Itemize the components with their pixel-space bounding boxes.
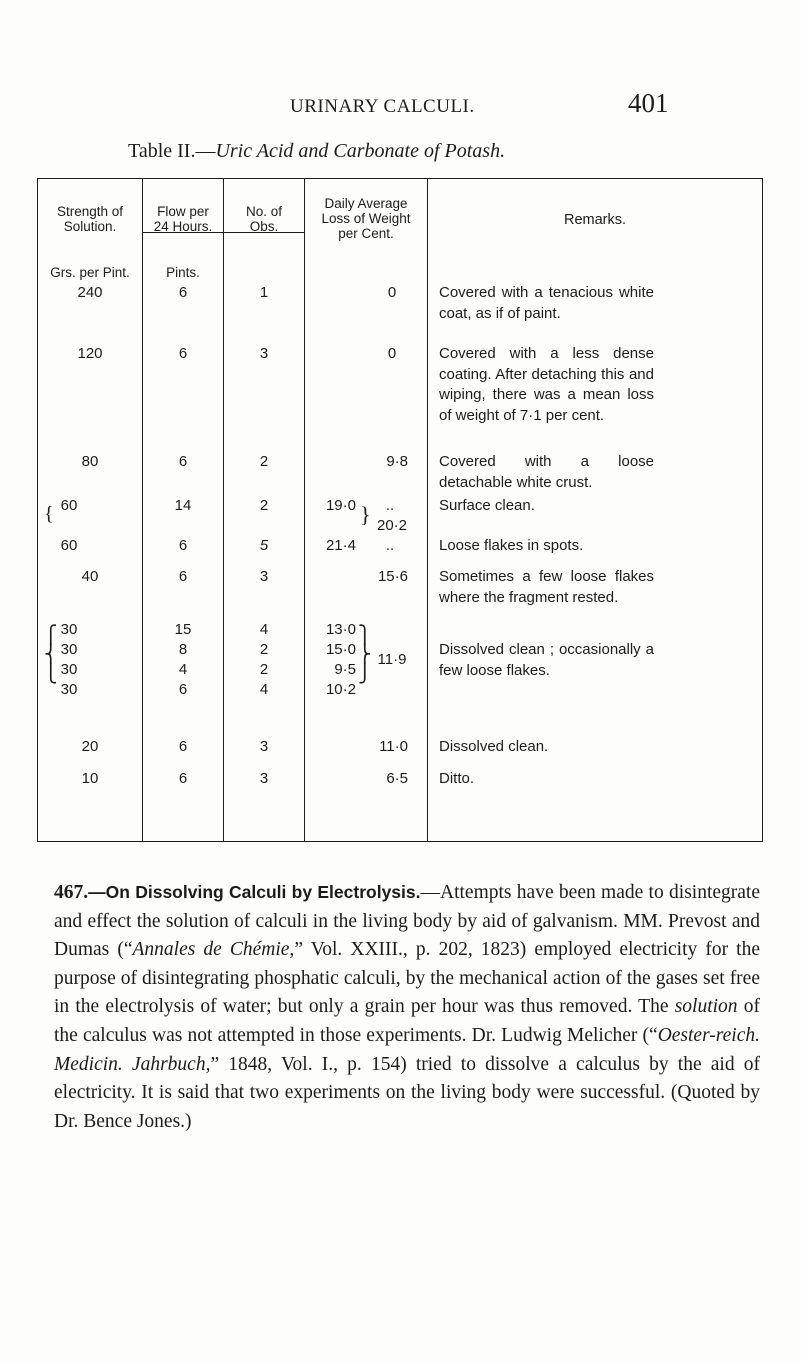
cell-remarks: Dissolved clean ; occasionally a few loose flakes. [439,641,654,679]
units-strength: Grs. per Pint. [50,265,130,280]
cell-strength: 30 [60,641,78,658]
header-strength [38,204,142,234]
cell-obs: 4 [259,681,269,698]
cell-loss-combined: 11·9 [377,651,407,668]
page-number: 401 [628,88,669,118]
cell-strength: 30 [60,661,78,678]
header-loss-line: Daily Average [324,196,408,211]
table-bottom-rule [37,841,763,842]
cell-strength: 60 [60,537,78,554]
cell-strength: 30 [60,621,78,638]
cell-loss: 19·0 [325,497,356,514]
cell-obs: 1 [259,284,269,301]
header-obs-line: Obs. [249,219,279,234]
header-remarks: Remarks. [563,212,627,228]
cell-obs: 2 [259,641,269,658]
cell-remarks: Covered with a less dense coating. After detaching this and wiping, there was a mean loss of weight of 7·1 per cent. [439,345,654,424]
paragraph-text: —Attempts have been made to disintegrate and effect the solution of calculi in the living body by aid of galvanism. MM. Prevost and Dumas (“ [54,882,760,961]
cell-remarks: Ditto. [439,770,475,787]
header-obs [224,204,304,234]
loss-dots: .. [385,497,395,514]
brace-left-60: { [44,503,54,525]
cell-strength: 80 [81,453,99,470]
cell-remarks: Dissolved clean. [439,738,549,755]
cell-loss: 9·8 [386,453,408,470]
cell-remarks: Covered with a loose detachable white crust. [439,453,654,491]
cell-loss-combined: 20·2 [376,517,408,534]
cell-remarks: Covered with a tenacious white coat, as if of paint. [439,284,654,322]
cell-obs: 5 [259,537,269,554]
cell-obs: 2 [259,497,269,514]
cell-strength: 60 [60,497,78,514]
cell-loss: 10·2 [325,681,356,698]
section-number: 467. [54,882,89,903]
cell-flow: 6 [178,681,188,698]
table-title [128,140,505,163]
units-flow: Pints. [166,265,200,280]
cell-flow: 6 [178,537,188,554]
header-flow-line: Flow per [157,204,209,219]
running-head: URINARY CALCULI. [290,96,475,117]
cell-strength: 240 [77,284,103,301]
cell-flow: 6 [178,770,188,787]
header-flow [143,204,223,234]
cell-obs: 3 [259,770,269,787]
citation-title: Oester-reich. Medicin. Jahrbuch, [54,1024,760,1075]
section-467-paragraph [54,878,760,1136]
cell-loss: 0 [387,345,397,362]
table-right-border [762,178,763,841]
brace-right-30: ⎫ ⎬ ⎭ [358,625,372,683]
cell-flow: 15 [174,621,192,638]
cell-loss: 9·5 [334,661,356,678]
paragraph-text: ” Vol. XXIII., p. 202, 1823) employed electricity for the purpose of disintegrating phosphatic calculi, by the mechanical action of the gases set free in the electrolysis of water; but only a grain per hour was thus removed. The [54,939,760,1018]
citation-title: Annales de Chémie, [132,939,295,961]
cell-obs: 3 [259,568,269,585]
cell-flow: 6 [178,453,188,470]
header-flow-line: 24 Hours. [153,219,213,234]
cell-flow: 4 [178,661,188,678]
table-top-rule [37,178,763,179]
cell-loss: 0 [387,284,397,301]
cell-strength: 30 [60,681,78,698]
cell-obs: 2 [259,453,269,470]
cell-obs: 3 [259,738,269,755]
brace-left-30: ⎧ ⎨ ⎩ [44,625,58,683]
table-title-subject: Uric Acid and Carbonate of Potash. [215,140,506,162]
cell-strength: 10 [81,770,99,787]
header-strength-line: Solution. [63,219,117,234]
cell-strength: 40 [81,568,99,585]
cell-obs: 4 [259,621,269,638]
cell-remarks: Sometimes a few loose flakes where the fragment rested. [439,568,654,606]
header-loss-line: per Cent. [338,226,394,241]
loss-dots: .. [385,537,395,554]
header-loss-line: Loss of Weight [321,211,411,226]
cell-loss: 15·6 [377,568,408,585]
cell-loss: 13·0 [325,621,356,638]
cell-strength: 20 [81,738,99,755]
cell-flow: 6 [178,568,188,585]
header-loss [305,196,427,241]
header-obs-line: No. of [245,204,283,219]
section-heading: —On Dissolving Calculi by Electrolysis. [88,882,421,902]
cell-remarks: Loose flakes in spots. [439,537,584,554]
table-title-label: Table II.— [128,140,216,162]
col-divider-3 [304,178,305,841]
cell-flow: 6 [178,345,188,362]
col-divider-4 [427,178,428,841]
cell-remarks: Surface clean. [439,497,535,514]
cell-flow: 6 [178,284,188,301]
cell-obs: 3 [259,345,269,362]
brace-right-60: } [360,502,371,527]
cell-obs: 2 [259,661,269,678]
paragraph-text: of the calculus was not attempted in those experiments. Dr. Ludwig Melicher (“ [54,996,760,1046]
cell-flow: 8 [178,641,188,658]
cell-loss: 21·4 [325,537,356,554]
cell-flow: 6 [178,738,188,755]
paragraph-text: ” 1848, Vol. I., p. 154) tried to dissolve a calculus by the aid of electricity. It is said that two experiments on the living body were successful. (Quoted by Dr. Bence Jones.) [54,1053,761,1132]
cell-loss: 6·5 [386,770,408,787]
cell-strength: 120 [77,345,103,362]
emphasis-word: solution [674,996,738,1018]
cell-loss: 15·0 [325,641,356,658]
header-strength-line: Strength of [56,204,124,219]
cell-flow: 14 [174,497,192,514]
cell-loss: 11·0 [379,738,408,755]
